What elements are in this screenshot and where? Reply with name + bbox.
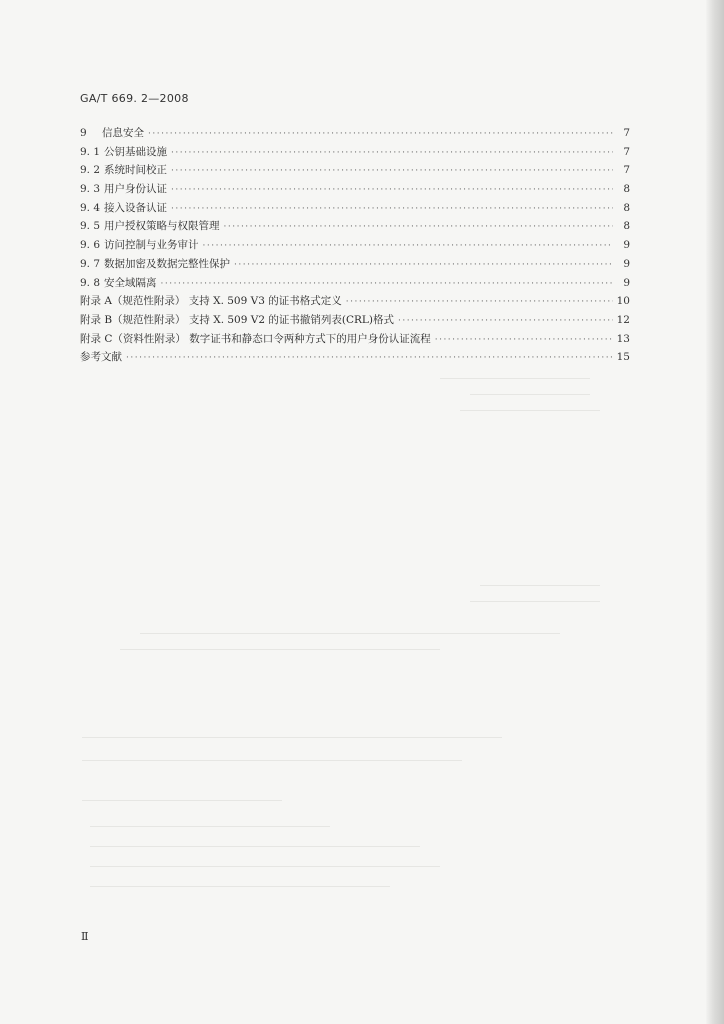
bleed-through-line <box>470 601 600 602</box>
toc-row-appendix-c <box>80 330 630 349</box>
toc-title: 接入设备认证 <box>104 201 167 214</box>
toc-number: 9. 5 <box>80 220 101 233</box>
toc-number: 9. 3 <box>80 183 101 196</box>
toc-page: 8 <box>623 201 630 214</box>
toc-title: 系统时间校正 <box>104 164 167 177</box>
bleed-through-line <box>480 585 600 586</box>
toc-row <box>80 124 630 143</box>
toc-number: 9. 2 <box>80 164 101 177</box>
toc-number: 9. 8 <box>80 276 101 289</box>
bleed-through-line <box>460 410 600 411</box>
toc-title: 附录 C（资料性附录） 数字证书和静态口令两种方式下的用户身份认证流程 <box>80 332 431 345</box>
toc-number: 9. 6 <box>80 239 101 252</box>
toc-leader <box>148 125 613 144</box>
toc-number: 9. 4 <box>80 201 101 214</box>
bleed-through-line <box>82 760 462 761</box>
toc-row <box>80 274 630 293</box>
toc-page: 9 <box>623 276 630 289</box>
toc-leader <box>171 181 613 200</box>
toc-leader <box>171 200 613 219</box>
toc-page: 7 <box>623 127 630 139</box>
toc-title: 用户授权策略与权限管理 <box>104 220 220 233</box>
toc-row <box>80 199 630 218</box>
toc-leader <box>346 293 613 312</box>
toc-page: 13 <box>616 332 630 345</box>
toc-page: 8 <box>623 183 630 196</box>
bleed-through-line <box>90 886 390 887</box>
bleed-through-line <box>82 800 282 801</box>
toc-leader <box>435 331 613 350</box>
bleed-through-line <box>470 394 590 395</box>
toc-row <box>80 143 630 162</box>
bleed-through-line <box>90 846 420 847</box>
toc-title: 信息安全 <box>102 127 144 139</box>
toc-title: 访问控制与业务审计 <box>104 239 199 252</box>
toc-row-appendix-a <box>80 292 630 311</box>
bleed-through-line <box>120 649 440 650</box>
page-number: Ⅱ <box>81 930 89 943</box>
toc-row <box>80 255 630 274</box>
toc-row <box>80 161 630 180</box>
toc-leader <box>161 275 614 294</box>
toc-title: 数据加密及数据完整性保护 <box>104 257 230 270</box>
toc-title: 附录 A（规范性附录） 支持 X. 509 V3 的证书格式定义 <box>80 295 342 308</box>
toc-leader <box>171 144 613 163</box>
table-of-contents <box>80 124 630 367</box>
toc-row <box>80 236 630 255</box>
toc-title: 用户身份认证 <box>104 183 167 196</box>
toc-page: 9 <box>623 257 630 270</box>
toc-page: 15 <box>616 351 630 364</box>
toc-row-appendix-b <box>80 311 630 330</box>
toc-leader <box>126 349 613 368</box>
toc-page: 7 <box>623 145 630 158</box>
toc-row-references <box>80 348 630 367</box>
toc-row <box>80 217 630 236</box>
toc-leader <box>203 237 614 256</box>
bleed-through-line <box>440 378 590 379</box>
toc-number: 9. 1 <box>80 145 101 158</box>
bleed-through-line <box>90 826 330 827</box>
toc-leader <box>398 312 613 331</box>
toc-page: 7 <box>623 164 630 177</box>
toc-page: 12 <box>616 313 630 326</box>
bleed-through-line <box>140 633 560 634</box>
toc-title: 参考文献 <box>80 351 122 364</box>
toc-leader <box>224 218 614 237</box>
scan-edge-shadow <box>706 0 724 1024</box>
toc-row <box>80 180 630 199</box>
bleed-through-line <box>90 866 440 867</box>
toc-number: 9 <box>80 127 87 139</box>
toc-title: 安全域隔离 <box>104 276 157 289</box>
document-id: GA/T 669. 2—2008 <box>80 92 189 105</box>
bleed-through-line <box>82 737 502 738</box>
toc-leader <box>234 256 613 275</box>
toc-page: 9 <box>623 239 630 252</box>
toc-title: 公钥基础设施 <box>104 145 167 158</box>
toc-page: 10 <box>616 295 630 308</box>
toc-title: 附录 B（规范性附录） 支持 X. 509 V2 的证书撤销列表(CRL)格式 <box>80 313 394 326</box>
toc-leader <box>171 162 613 181</box>
toc-page: 8 <box>623 220 630 233</box>
toc-number: 9. 7 <box>80 257 101 270</box>
